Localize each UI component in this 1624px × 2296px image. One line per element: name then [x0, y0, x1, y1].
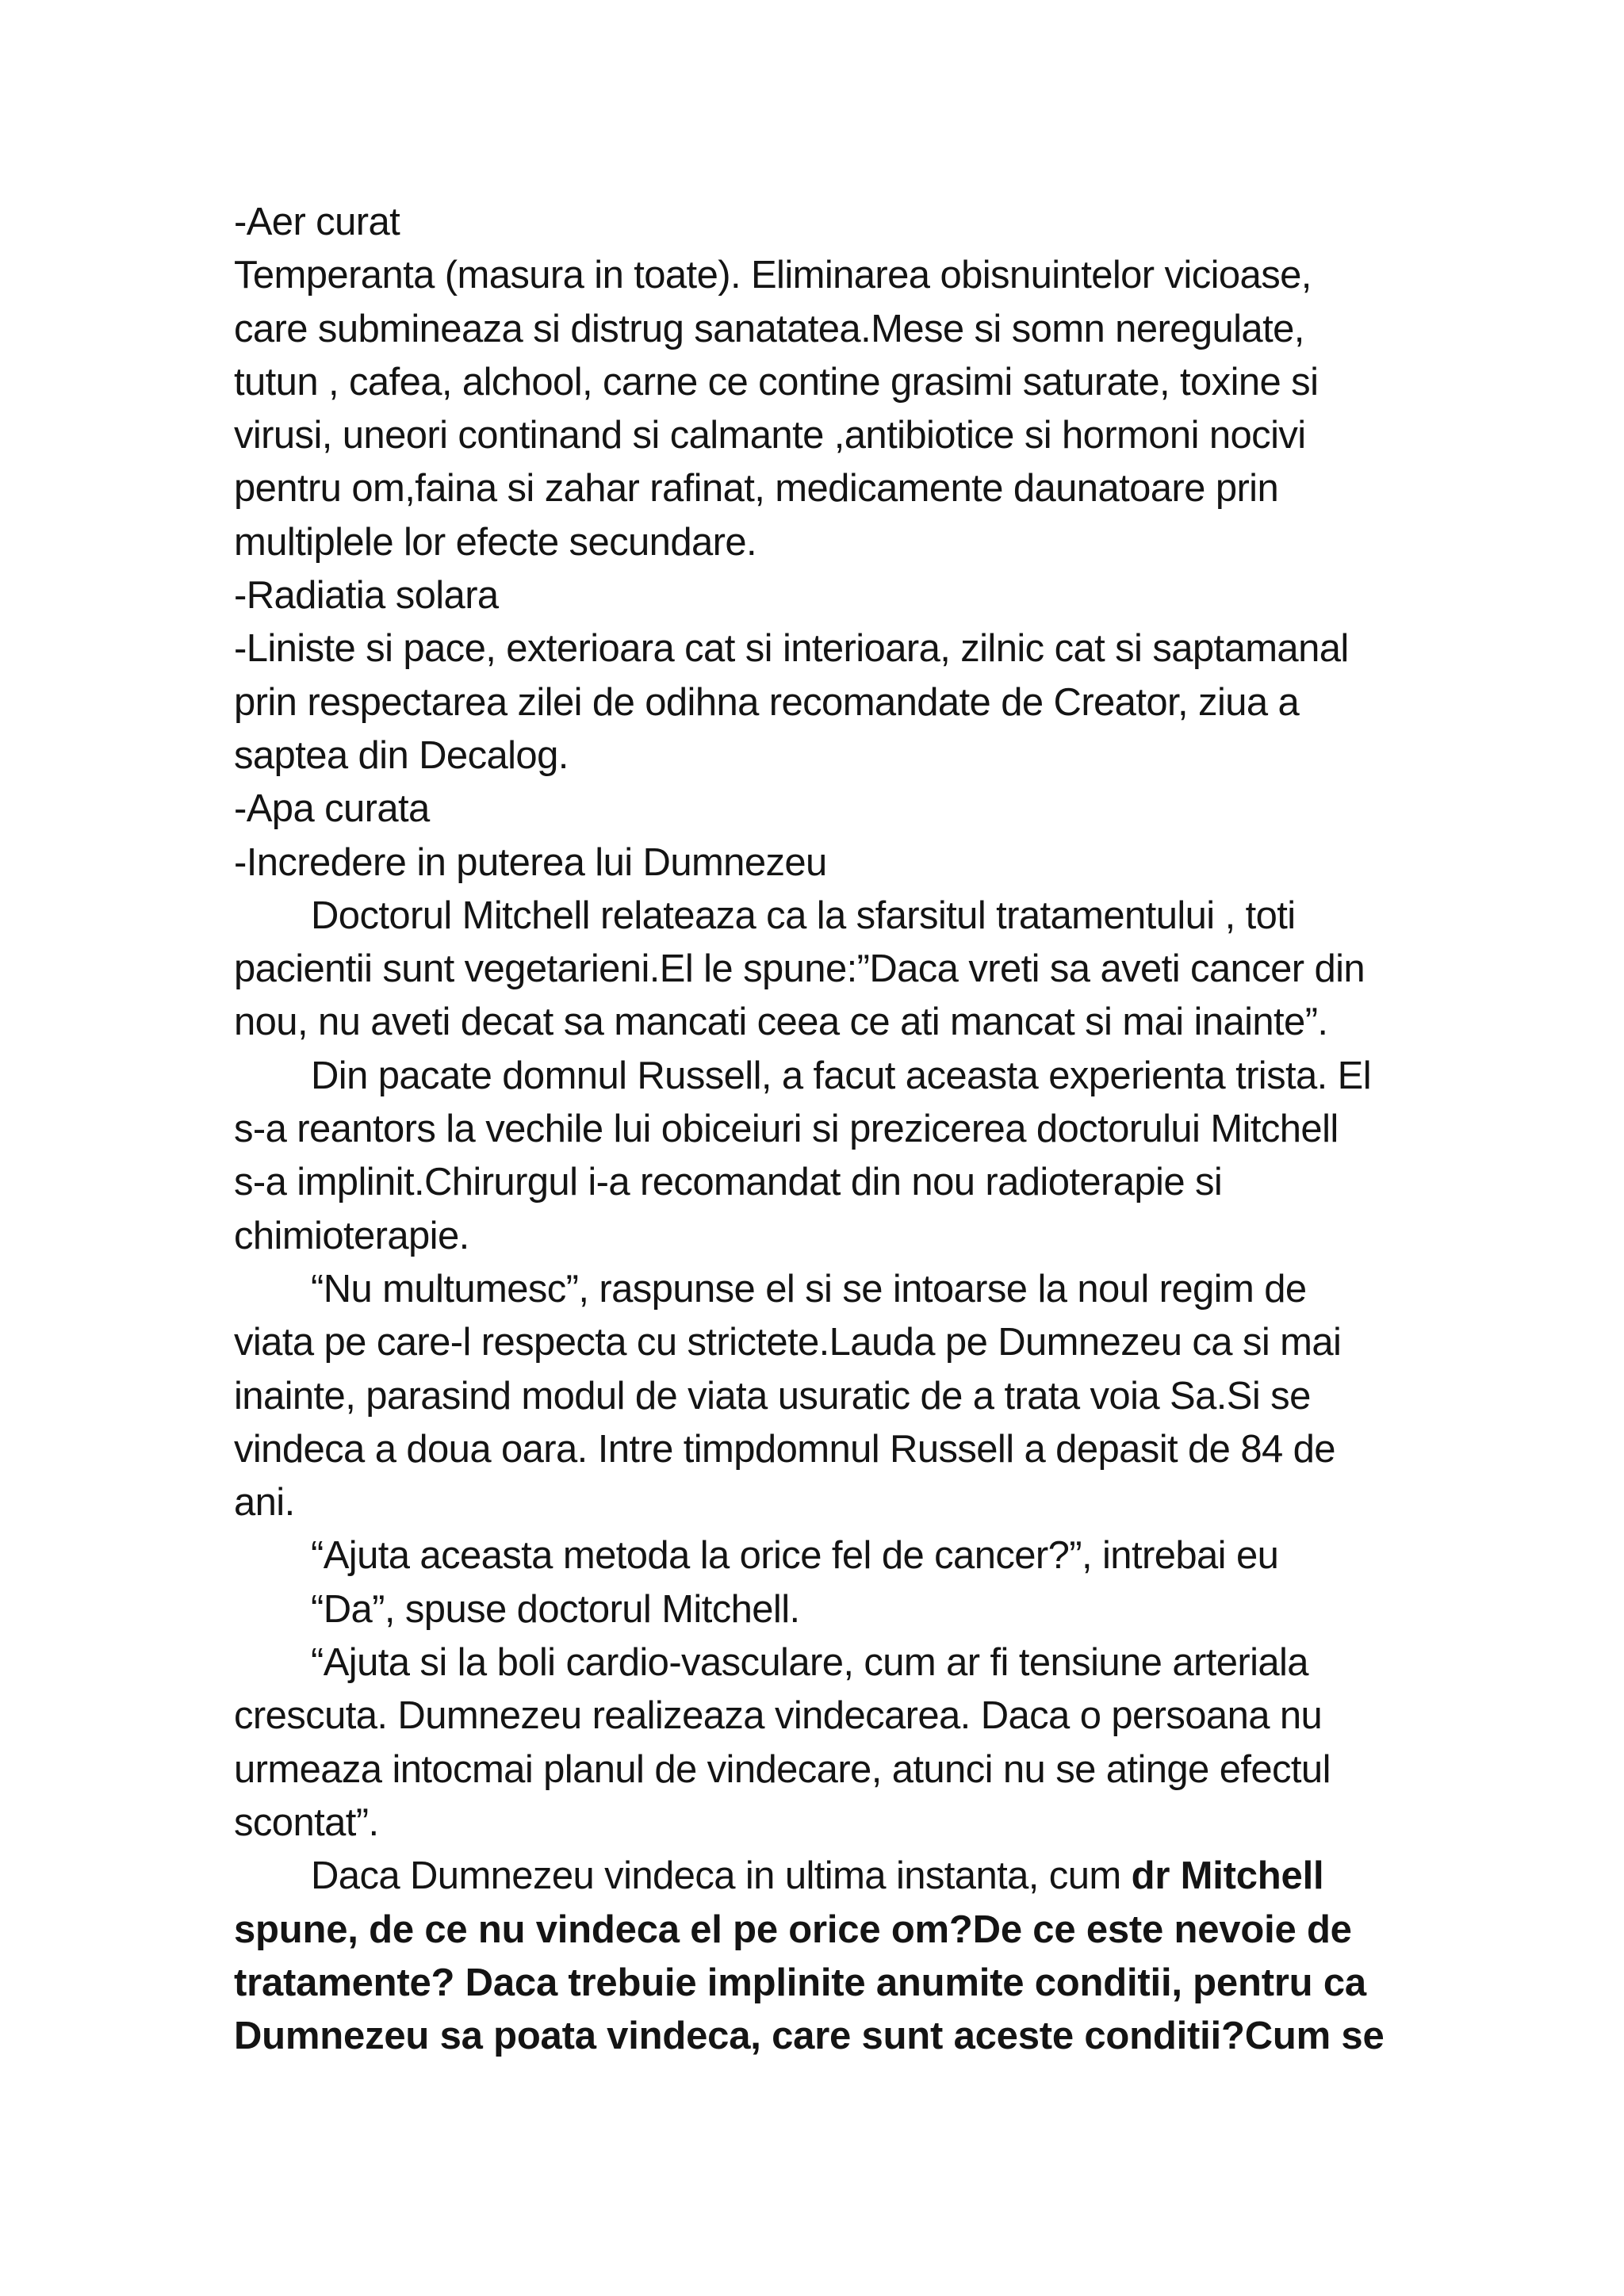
text-line: -Radiatia solara [234, 574, 499, 618]
text-line: urmeaza intocmai planul de vindecare, atunci nu se atinge efectul [234, 1747, 1331, 1791]
text-line: tutun , cafea, alchool, carne ce contine grasimi saturate, toxine si [234, 360, 1319, 404]
text-line: s-a implinit.Chirurgul i-a recomandat din nou radioterapie si [234, 1161, 1223, 1204]
text-line: ani. [234, 1481, 295, 1525]
text-line: care submineaza si distrug sanatatea.Mese si somn neregulate, [234, 307, 1304, 350]
text-line: “Nu multumesc”, raspunse el si se intoarse la noul regim de [311, 1267, 1307, 1311]
text-line: scontat”. [234, 1800, 379, 1844]
text-line: pacientii sunt vegetarieni.El le spune:”Daca vreti sa aveti cancer din [234, 947, 1365, 991]
text-line: “Da”, spuse doctorul Mitchell. [311, 1587, 800, 1631]
text-line: -Liniste si pace, exterioara cat si interioara, zilnic cat si saptamanal [234, 627, 1349, 671]
text-line: -Apa curata [234, 787, 430, 831]
text-line: Doctorul Mitchell relateaza ca la sfarsitul tratamentului , toti [311, 894, 1296, 937]
text-line: viata pe care-l respecta cu strictete.Lauda pe Dumnezeu ca si mai [234, 1321, 1342, 1364]
text-line: vindeca a doua oara. Intre timpdomnul Russell a depasit de 84 de [234, 1427, 1335, 1471]
bold-text-line: Dumnezeu sa poata vindeca, care sunt aceste conditii?Cum se [234, 2015, 1385, 2058]
text-line: -Aer curat [234, 201, 400, 243]
text-line: multiplele lor efecte secundare. [234, 520, 757, 564]
text-line: inainte, parasind modul de viata usuratic de a trata voia Sa.Si se [234, 1374, 1311, 1418]
normal-text: Daca Dumnezeu vindeca in ultima instanta, cum [311, 1854, 1132, 1898]
text-line: virusi, uneori continand si calmante ,antibiotice si hormoni nocivi [234, 414, 1306, 457]
bold-text: dr Mitchell [1131, 1854, 1324, 1898]
text-line: -Incredere in puterea lui Dumnezeu [234, 840, 827, 884]
text-line: chimioterapie. [234, 1214, 469, 1257]
text-line: nou, nu aveti decat sa mancati ceea ce ati mancat si mai inainte”. [234, 1001, 1328, 1044]
text-line: prin respectarea zilei de odihna recomandate de Creator, ziua a [234, 680, 1300, 724]
bold-text-line: spune, de ce nu vindeca el pe orice om?De ce este nevoie de [234, 1908, 1352, 1951]
text-line: “Ajuta aceasta metoda la orice fel de cancer?”, intrebai eu [311, 1534, 1279, 1578]
bold-text-line: tratamente? Daca trebuie implinite anumite conditii, pentru ca [234, 1961, 1366, 2004]
text-line: “Ajuta si la boli cardio-vasculare, cum ar fi tensiune arteriala [311, 1641, 1308, 1685]
text-line: saptea din Decalog. [234, 733, 569, 777]
text-line: s-a reantors la vechile lui obiceiuri si prezicerea doctorului Mitchell [234, 1108, 1339, 1151]
mixed-text-line [234, 1850, 1465, 1903]
text-line: Temperanta (masura in toate). Eliminarea obisnuintelor vicioase, [234, 254, 1312, 297]
text-line: crescuta. Dumnezeu realizeaza vindecarea. Daca o persoana nu [234, 1694, 1323, 1738]
text-line: pentru om,faina si zahar rafinat, medicamente daunatoare prin [234, 467, 1279, 511]
text-line: Din pacate domnul Russell, a facut aceasta experienta trista. El [311, 1054, 1372, 1097]
